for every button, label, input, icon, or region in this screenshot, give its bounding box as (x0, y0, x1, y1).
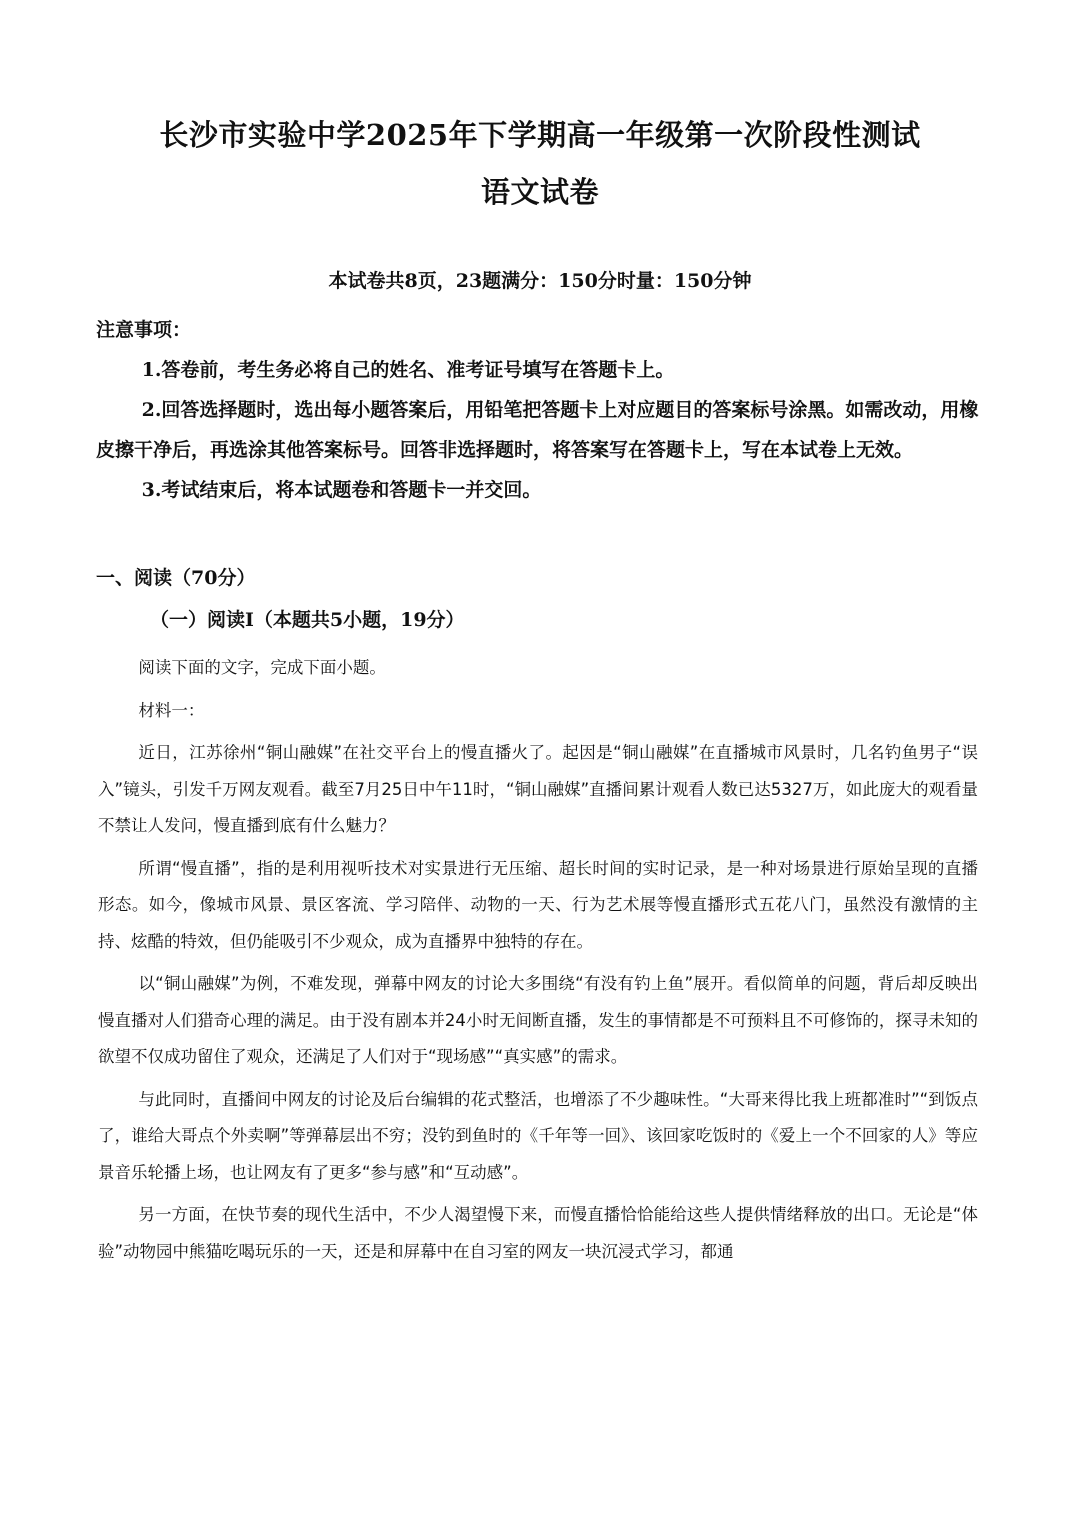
reading-instruction: 阅读下面的文字，完成下面小题。 (138, 658, 386, 677)
exam-info: 本试卷共8页，23题满分：150分时量：150分钟 (328, 270, 752, 292)
passage-paragraph: 与此同时，直播间中网友的讨论及后台编辑的花式整活，也增添了不少趣味性。“大哥来得比我上班都准时”“到饭点了，谁给大哥点个外卖啊”等弹幕层出不穷；没钓到鱼时的《千年等一回》、该回家吃饭时的《爱上一个不回家的人》等应景音乐轮播上场，也让网友有了更多“参与感”和“互动感”。 (98, 1089, 978, 1182)
notes-list (96, 350, 986, 510)
passage-paragraph: 以“铜山融媒”为例，不难发现，弹幕中网友的讨论大多围绕“有没有钓上鱼”展开。看似简单的问题，背后却反映出慢直播对人们猎奇心理的满足。由于没有剧本并24小时无间断直播，发生的事情都是不可预料且不可修饰的，探寻未知的欲望不仅成功留住了观众，还满足了人们对于“现场感”“真实感”的需求。 (98, 974, 978, 1066)
passage-paragraph: 所谓“慢直播”，指的是利用视听技术对实景进行无压缩、超长时间的实时记录，是一种对场景进行原始呈现的直播形态。如今，像城市风景、景区客流、学习陪伴、动物的一天、行为艺术展等慢直播形式五花八门，虽然没有激情的主持、炫酷的特效，但仍能吸引不少观众，成为直播界中独特的存在。 (98, 858, 978, 951)
notes-heading: 注意事项： (96, 319, 192, 341)
passage-paragraph: 近日，江苏徐州“铜山融媒”在社交平台上的慢直播火了。起因是“铜山融媒”在直播城市风景时，几名钓鱼男子“误入”镜头，引发千万网友观看。截至7月25日中午11时，“铜山融媒”直播间累计观看人数已达5327万，如此庞大的观看量不禁让人发问，慢直播到底有什么魅力？ (98, 743, 978, 835)
section-heading: 一、阅读（70分） (96, 567, 256, 589)
exam-title: 长沙市实验中学2025年下学期高一年级第一次阶段性测试 (159, 118, 921, 152)
subsection-heading: （一）阅读I（本题共5小题，19分） (150, 609, 465, 631)
note-item: 1.答卷前，考生务必将自己的姓名、准考证号填写在答题卡上。 (141, 359, 675, 381)
exam-subject-title: 语文试卷 (480, 175, 599, 209)
passage-paragraph: 另一方面，在快节奏的现代生活中，不少人渴望慢下来，而慢直播恰恰能给这些人提供情绪释放的出口。无论是“体验”动物园中熊猫吃喝玩乐的一天，还是和屏幕中在自习室的网友一块沉浸式学习，都通 (98, 1205, 978, 1261)
material-label: 材料一： (138, 700, 205, 720)
note-item: 2.回答选择题时，选出每小题答案后，用铅笔把答题卡上对应题目的答案标号涂黑。如需改动，用橡皮擦干净后，再选涂其他答案标号。回答非选择题时，将答案写在答题卡上，写在本试卷上无效。 (96, 399, 979, 461)
note-item: 3.考试结束后，将本试题卷和答题卡一并交回。 (141, 479, 542, 501)
reading-passage (98, 650, 978, 1270)
